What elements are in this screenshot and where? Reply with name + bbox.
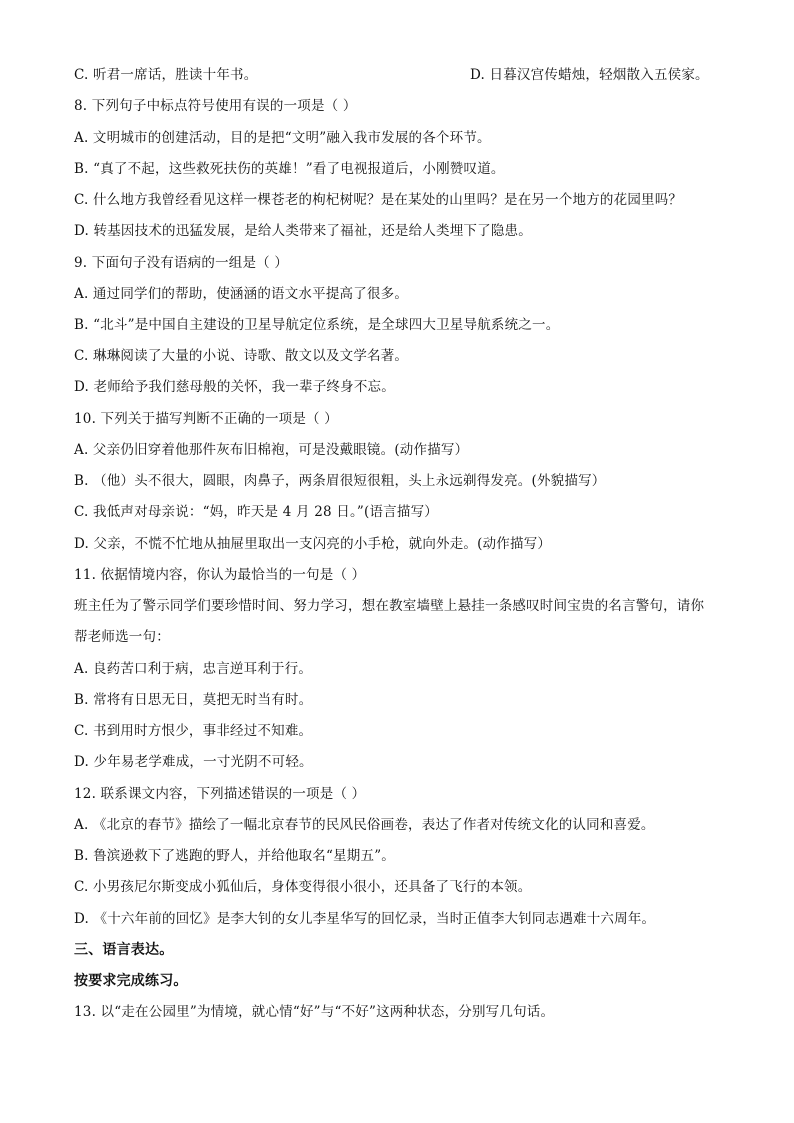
q13-stem: 13. 以“走在公园里”为情境，就心情“好”与“不好”这两种状态，分别写几句话。	[74, 1004, 555, 1020]
q11-context-line1: 班主任为了警示同学们要珍惜时间、努力学习，想在教室墙壁上悬挂一条感叹时间宝贵的名言警句，请你	[74, 598, 705, 614]
q8-option-d: D. 转基因技术的迅猛发展，是给人类带来了福祉，还是给人类埋下了隐患。	[74, 223, 532, 239]
q8-stem: 8. 下列句子中标点符号使用有误的一项是（ ）	[74, 98, 357, 114]
q10-option-c: C. 我低声对母亲说：“妈，昨天是 4 月 28 日。”(语言描写）	[74, 504, 438, 520]
q9-option-c: C. 琳琳阅读了大量的小说、诗歌、散文以及文学名著。	[74, 348, 409, 364]
q8-option-b: B. “真了不起，这些救死扶伤的英雄！”看了电视报道后，小刚赞叹道。	[74, 161, 505, 177]
q11-context-line2: 帮老师选一句：	[74, 629, 170, 645]
q12-option-b: B. 鲁滨逊救下了逃跑的野人，并给他取名“星期五”。	[74, 848, 396, 864]
q8-option-c: C. 什么地方我曾经看见这样一棵苍老的枸杞树呢？是在某处的山里吗？是在另一个地方的花园里吗？	[74, 192, 683, 208]
q12-stem: 12. 联系课文内容，下列描述错误的一项是（ ）	[74, 786, 366, 802]
q9-option-d: D. 老师给予我们慈母般的关怀，我一辈子终身不忘。	[74, 379, 395, 395]
q11-option-b: B. 常将有日思无日，莫把无时当有时。	[74, 692, 313, 708]
q10-option-d: D. 父亲，不慌不忙地从抽屉里取出一支闪亮的小手枪，就向外走。(动作描写）	[74, 536, 552, 552]
q7-option-c: C. 听君一席话，胜读十年书。	[74, 67, 258, 83]
q11-stem: 11. 依据情境内容，你认为最恰当的一句是（ ）	[74, 567, 366, 583]
q9-stem: 9. 下面句子没有语病的一组是（ ）	[74, 255, 289, 271]
q8-option-a: A. 文明城市的创建活动，目的是把“文明”融入我市发展的各个环节。	[74, 130, 491, 146]
q10-option-a: A. 父亲仍旧穿着他那件灰布旧棉袍，可是没戴眼镜。(动作描写）	[74, 442, 469, 458]
section-title: 三、语言表达。	[74, 942, 174, 958]
q12-option-d: D. 《十六年前的回忆》是李大钊的女儿李星华写的回忆录，当时正值李大钊同志遇难十六周年。	[74, 911, 656, 927]
q9-option-b: B. “北斗”是中国自主建设的卫星导航定位系统，是全球四大卫星导航系统之一。	[74, 317, 560, 333]
q12-option-c: C. 小男孩尼尔斯变成小狐仙后，身体变得很小很小，还具备了飞行的本领。	[74, 879, 532, 895]
q11-option-c: C. 书到用时方恨少，事非经过不知难。	[74, 723, 313, 739]
q10-stem: 10. 下列关于描写判断不正确的一项是（ ）	[74, 411, 338, 427]
q12-option-a: A. 《北京的春节》描绘了一幅北京春节的民风民俗画卷，表达了作者对传统文化的认同和喜爱。	[74, 817, 655, 833]
q7-options-row	[74, 66, 734, 84]
q11-option-d: D. 少年易老学难成，一寸光阴不可轻。	[74, 754, 313, 770]
q7-option-d: D. 日暮汉宫传蜡烛，轻烟散入五侯家。	[470, 67, 709, 83]
q9-option-a: A. 通过同学们的帮助，使涵涵的语文水平提高了很多。	[74, 286, 409, 302]
q10-option-b: B. （他）头不很大，圆眼，肉鼻子，两条眉很短很粗，头上永远剃得发亮。(外貌描写）	[74, 473, 606, 489]
section-instruction: 按要求完成练习。	[74, 973, 188, 989]
q11-option-a: A. 良药苦口利于病，忠言逆耳利于行。	[74, 661, 313, 677]
